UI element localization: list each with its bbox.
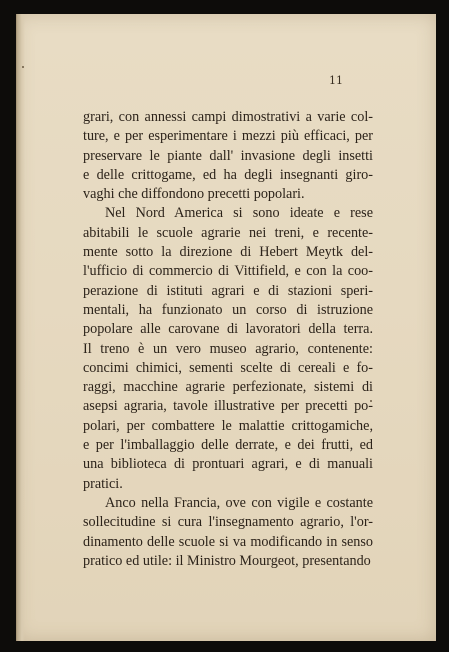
page-gutter (16, 14, 25, 641)
text-line: Nel Nord America si sono ideate e rese (105, 205, 373, 222)
text-line: pratico ed utile: il Ministro Mourgeot, presentando (83, 552, 371, 569)
page-number: 11 (329, 74, 343, 87)
body-text (83, 108, 373, 571)
text-line: asepsi agraria, tavole illustrative per precetti po- (83, 398, 373, 415)
text-line: grari, con annessi campi dimostrativi a varie col- (83, 109, 373, 125)
text-line: perazione di istituti agrari e di stazioni speri- (83, 282, 373, 299)
text-line: popolare alle carovane di lavoratori della terra. (83, 321, 373, 338)
text-line: sollecitudine si cura l'insegnamento agrario, l'or- (83, 514, 373, 531)
text-line: concimi chimici, sementi scelte di cereali e fo- (83, 359, 373, 376)
text-line: e per l'imballaggio delle derrate, e dei frutti, ed (83, 437, 373, 454)
paragraph (83, 494, 373, 571)
text-line: una biblioteca di prontuari agrari, e di manuali (83, 456, 373, 473)
text-line: Il treno è un vero museo agrario, contenente: (83, 340, 373, 357)
text-line: vaghi che diffondono precetti popolari. (83, 186, 305, 203)
paragraph (83, 108, 373, 204)
text-line: dinamento delle scuole si va modificando in senso (83, 533, 373, 550)
paragraph (83, 204, 373, 493)
book-page (16, 14, 436, 641)
text-line: polari, per combattere le malattie crittogamiche, (83, 417, 373, 434)
text-line: Anco nella Francia, ove con vigile e costante (105, 494, 373, 511)
paper-speck (22, 66, 24, 68)
text-line: pratici. (83, 475, 123, 492)
text-line: mentali, ha funzionato un corso di istruzione (83, 301, 373, 318)
text-line: raggi, macchine agrarie perfezionate, sistemi di (83, 379, 373, 396)
text-line: ture, e per esperimentare i mezzi più efficaci, per (83, 128, 373, 145)
text-line: preservare le piante dall' invasione degli insetti (83, 147, 373, 164)
text-line: mente sotto la direzione di Hebert Meytk del- (83, 244, 373, 261)
text-line: abitabili le scuole agrarie nei treni, e recente- (83, 224, 373, 241)
text-line: l'ufficio di commercio di Vittifield, e con la coo- (83, 263, 373, 280)
text-line: e delle crittogame, ed ha degli insegnanti giro- (83, 166, 373, 183)
